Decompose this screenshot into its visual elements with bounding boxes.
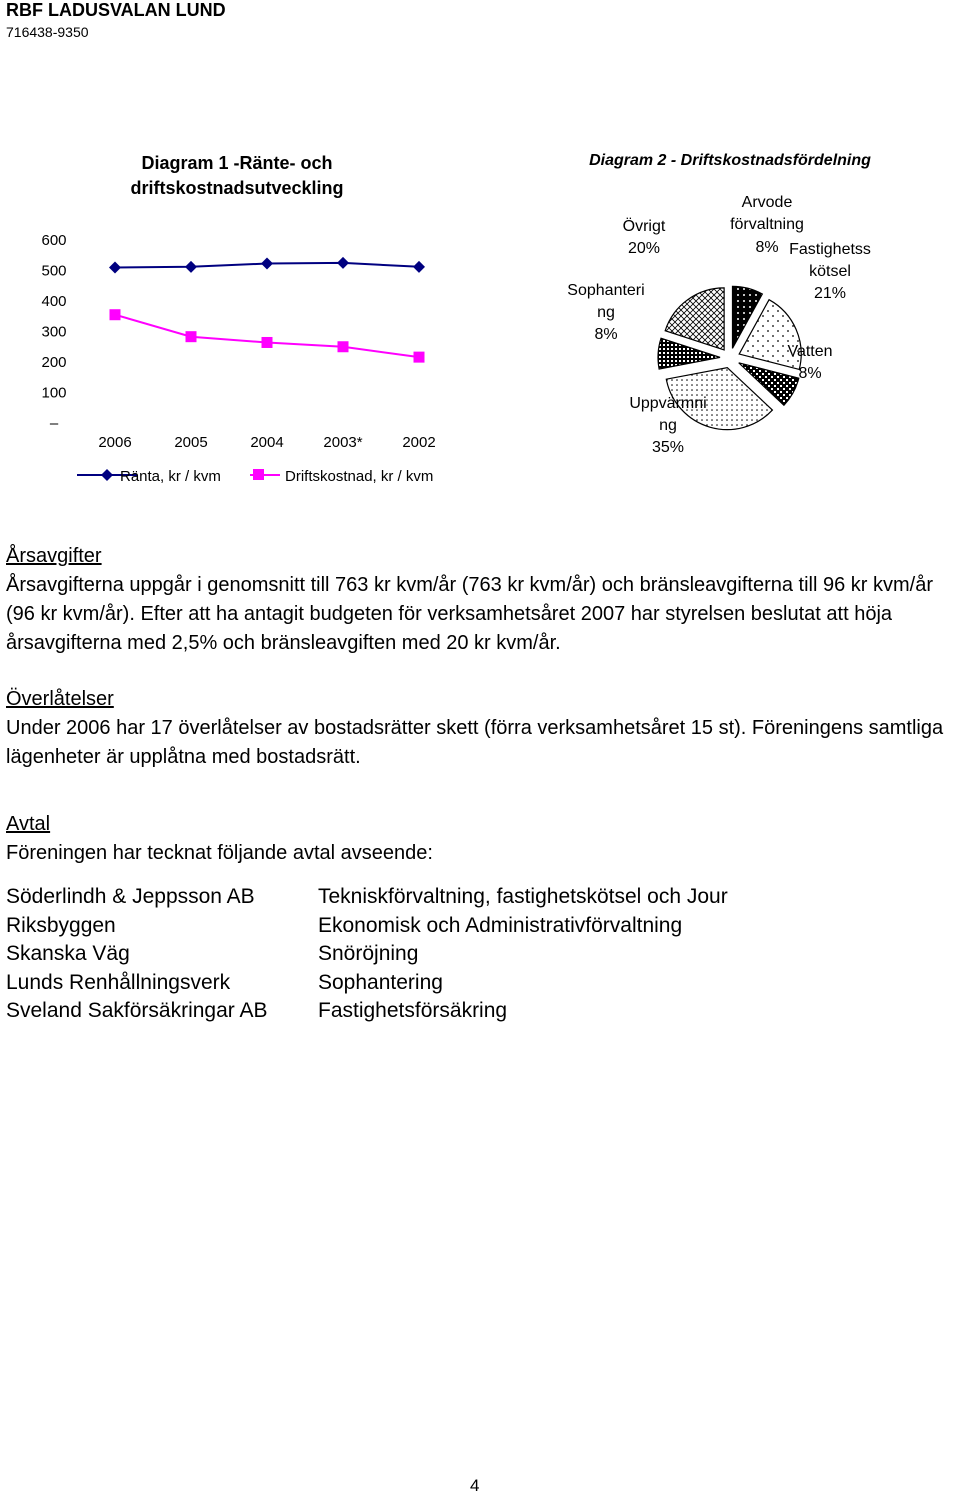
section-avtal xyxy=(6,810,433,868)
legend-marker-operating-cost xyxy=(253,469,264,480)
agreement-party: Lunds Renhållningsverk xyxy=(6,970,231,994)
pie-label-uppvarmning-l1: Uppvärmni xyxy=(629,395,707,412)
pie-label-ovrigt xyxy=(623,217,666,257)
overlatelser-text: Under 2006 har 17 överlåtelser av bostadsrätter skett (förra verksamhetsåret 15 st). Föreningens samtliga lägenheter är upplåtna med bostadsrätt. xyxy=(6,717,944,768)
pie-label-arvode-l2: förvaltning xyxy=(730,216,804,233)
agreement-service: Tekniskförvaltning, fastighetskötsel och Jour xyxy=(318,885,728,908)
pie-slice-övrigt xyxy=(665,288,724,350)
agreement-row xyxy=(6,940,728,969)
y-tick-label: 200 xyxy=(41,354,67,371)
y-tick-label: 100 xyxy=(41,384,67,402)
agreement-row xyxy=(6,912,728,941)
line-chart xyxy=(30,150,470,495)
x-tick-label: 2004 xyxy=(250,434,284,451)
section-title-overlatelser: Överlåtelser xyxy=(6,688,114,710)
pie-label-sophantering-l3: 8% xyxy=(594,326,618,343)
pie-chart xyxy=(555,148,895,468)
data-point-operating-cost xyxy=(110,309,121,320)
line-chart-title-line-2: driftskostnadsutveckling xyxy=(130,178,344,198)
pie-label-ovrigt-l2: 20% xyxy=(627,240,661,257)
page-number: 4 xyxy=(470,1476,480,1495)
x-tick-label: 2005 xyxy=(174,434,208,451)
x-tick-label: 2002 xyxy=(402,434,436,451)
arsavgifter-text: Årsavgifterna uppgår i genomsnitt till 763 kr kvm/år (763 kr kvm/år) och bränsleavgifterna till 96 kr kvm/år (96 kr kvm/år). Efter att ha antagit budgeten för verksamhetsåret 2007 har styrelsen beslutat att höja årsavgifterna med 2,5% och bränsleavgiften med 20 kr kvm/år. xyxy=(6,574,934,654)
agreement-service: Ekonomisk och Administrativförvaltning xyxy=(318,913,683,937)
data-point-interest xyxy=(185,261,197,273)
data-point-operating-cost xyxy=(186,331,197,342)
section-title-arsavgifter: Årsavgifter xyxy=(6,545,102,567)
series-line-1 xyxy=(115,315,419,357)
data-point-operating-cost xyxy=(262,337,273,348)
avtal-intro: Föreningen har tecknat följande avtal avseende: xyxy=(6,842,433,864)
x-tick-label: 2003* xyxy=(323,434,363,451)
x-tick-label: 2006 xyxy=(98,434,132,451)
agreement-party: Skanska Väg xyxy=(6,942,130,965)
pie-label-sophantering-l1: Sophanteri xyxy=(567,282,645,299)
line-chart-title-line-1: Diagram 1 -Ränte- och xyxy=(141,153,333,173)
agreement-row xyxy=(6,883,728,912)
agreement-service: Snöröjning xyxy=(318,942,419,965)
pie-label-arvode-l3: 8% xyxy=(755,239,779,256)
pie-chart-title: Diagram 2 - Driftskostnadsfördelning xyxy=(589,152,871,169)
agreement-party: Sveland Sakförsäkringar AB xyxy=(6,999,268,1022)
line-chart-legend xyxy=(77,468,433,485)
data-point-interest xyxy=(413,261,425,273)
organization-number: 716438-9350 xyxy=(6,24,89,40)
section-title-avtal: Avtal xyxy=(6,813,51,835)
data-point-operating-cost xyxy=(414,352,425,363)
pie-label-uppvarmning-l3: 35% xyxy=(651,439,685,456)
pie-label-uppvarmning-l2: ng xyxy=(659,417,677,434)
pie-label-fastighet xyxy=(789,241,871,302)
section-arsavgifter xyxy=(6,542,960,658)
y-tick-label: – xyxy=(49,415,59,432)
pie-label-fastighet-l2: kötsel xyxy=(809,263,851,280)
legend-label-operating-cost: Driftskostnad, kr / kvm xyxy=(285,468,434,485)
pie-label-vatten-l2: 8% xyxy=(798,365,822,382)
pie-label-fastighet-l3: 21% xyxy=(813,285,847,302)
agreement-service: Fastighetsförsäkring xyxy=(318,999,508,1022)
agreement-party: Söderlindh & Jeppsson AB xyxy=(6,885,255,908)
data-point-interest xyxy=(261,257,273,269)
pie-label-uppvarmning xyxy=(629,395,706,456)
data-point-interest xyxy=(337,257,349,269)
section-overlatelser xyxy=(6,685,960,772)
agreement-party: Riksbyggen xyxy=(6,913,116,937)
pie-label-sophantering xyxy=(567,282,644,343)
agreement-row xyxy=(6,969,728,998)
data-point-interest xyxy=(109,261,121,273)
pie-label-fastighet-l1: Fastighetss xyxy=(789,241,871,258)
pie-label-arvode-l1: Arvode xyxy=(741,194,793,211)
agreement-service: Sophantering xyxy=(318,970,443,994)
y-tick-label: 300 xyxy=(41,323,67,341)
legend-marker-interest xyxy=(101,469,113,481)
y-tick-label: 400 xyxy=(41,293,67,310)
y-tick-label: 600 xyxy=(41,232,67,249)
pie-label-ovrigt-l1: Övrigt xyxy=(622,218,666,235)
organization-name: RBF LADUSVALAN LUND xyxy=(6,0,226,20)
data-point-operating-cost xyxy=(338,341,349,352)
pie-label-sophantering-l2: ng xyxy=(597,304,615,321)
agreements-list xyxy=(6,883,728,1026)
agreement-row xyxy=(6,997,728,1026)
legend-label-interest: Ränta, kr / kvm xyxy=(120,468,221,485)
page-header xyxy=(6,0,226,42)
pie-label-vatten-l1: Vatten xyxy=(787,343,833,360)
y-tick-label: 500 xyxy=(41,262,67,280)
